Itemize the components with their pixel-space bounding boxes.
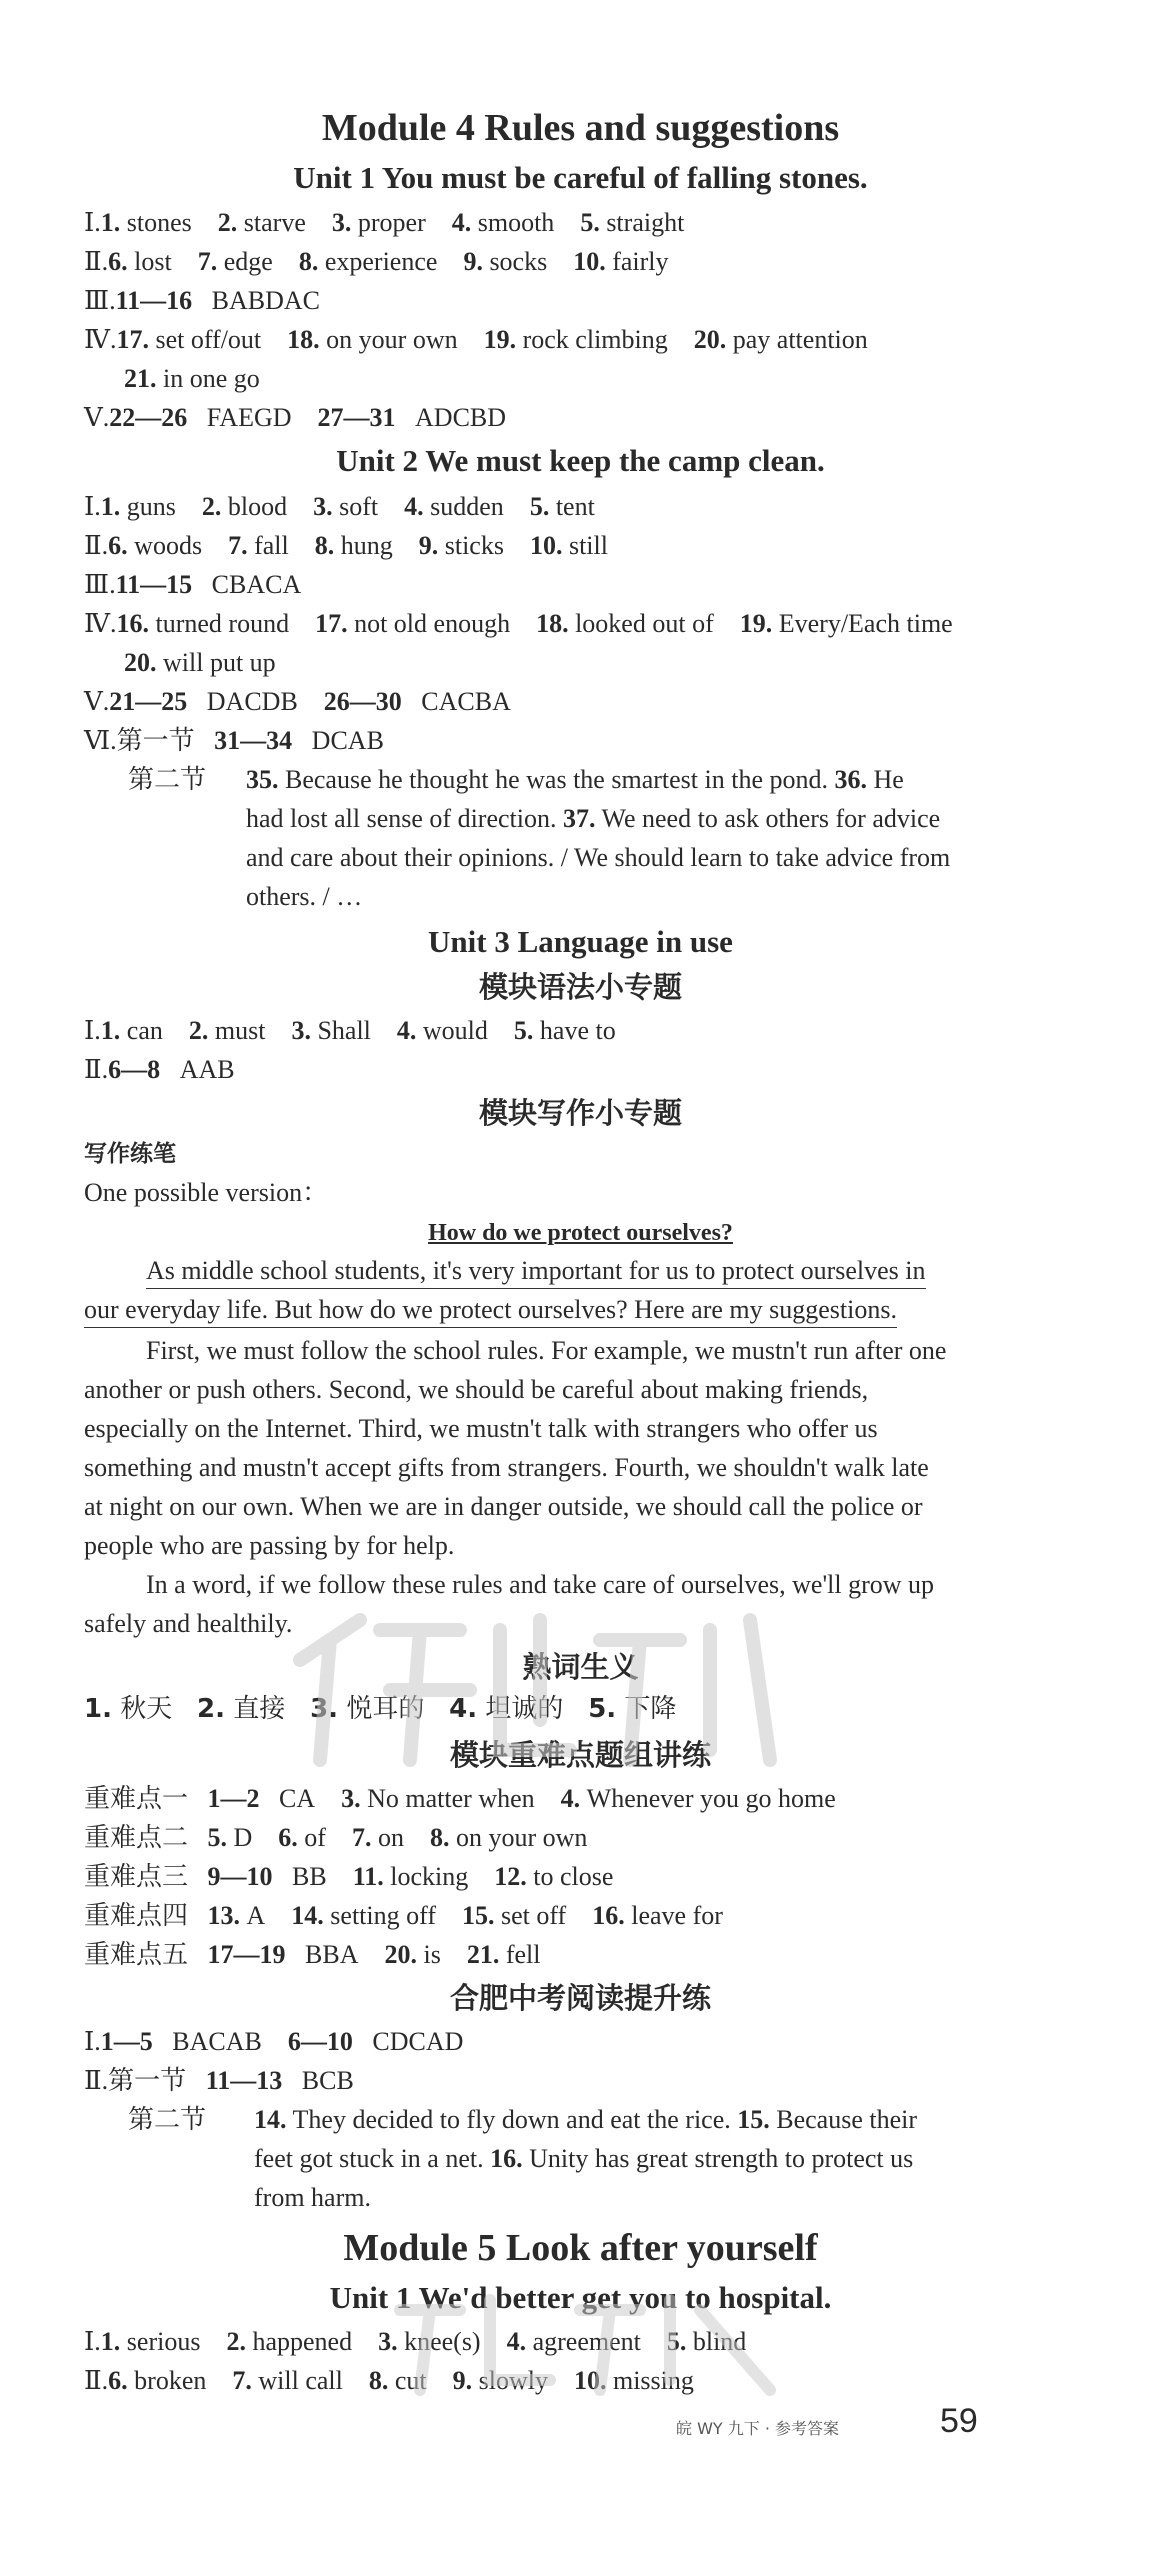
answer: proper (357, 208, 426, 237)
answer: BCB (301, 2066, 354, 2095)
answer: sudden (430, 492, 504, 521)
answer: 直接 (233, 1694, 286, 1724)
question-number: 20. (384, 1940, 417, 1969)
reading-sec2-line-2 (254, 2142, 913, 2176)
u2-row-4b (124, 646, 276, 680)
question-number: 1. (100, 2327, 121, 2356)
answer: must (214, 1016, 266, 1045)
focus-title: 模块重难点题组讲练 (449, 1738, 711, 1772)
u2-row-1 (84, 490, 595, 524)
answer: stones (126, 208, 192, 237)
answer: 下降 (624, 1694, 677, 1724)
essay-line-4: another or push others. Second, we should be careful about making friends, (84, 1375, 869, 1404)
answer: blind (692, 2327, 747, 2356)
answer: socks (489, 247, 548, 276)
focus-label: 重难点四 (84, 1901, 189, 1931)
question-number: 4. (404, 492, 424, 521)
version-label: One possible version： (84, 1178, 329, 1207)
question-number: 20. (693, 325, 727, 354)
question-number: 11—13 (205, 2066, 283, 2095)
reading-section-2-label: 第二节 (128, 2105, 207, 2135)
watermark-strokes-2 (400, 2300, 770, 2390)
essay-line-8: people who are passing by for help. (84, 1531, 455, 1560)
u2-section-2-label: 第二节 (128, 765, 207, 795)
question-number: 14. (254, 2105, 287, 2134)
roman-numeral: Ⅳ. (84, 325, 117, 354)
roman-numeral: Ⅴ. (84, 403, 110, 432)
answer: in one go (163, 364, 260, 393)
question-number: 16. (116, 609, 149, 638)
u2-row-5 (84, 685, 511, 719)
u2-row-2 (84, 529, 608, 563)
answer: rock climbing (522, 325, 668, 354)
question-number: 20. (124, 648, 157, 677)
question-number: 4. (451, 208, 472, 237)
answer: fall (254, 531, 289, 560)
question-number: 4. (560, 1784, 581, 1813)
answer: CBACA (211, 570, 302, 599)
roman-numeral: Ⅵ. (84, 726, 117, 755)
question-number: 10. (573, 2366, 607, 2395)
section-label: 第一节 (108, 2066, 187, 2096)
answer: FAEGD (206, 403, 292, 432)
section-label: 第一节 (116, 726, 195, 756)
question-number: 17. (116, 325, 149, 354)
answer: can (126, 1016, 163, 1045)
vocab-title: 熟词生义 (522, 1650, 639, 1684)
answer: guns (126, 492, 176, 521)
answer: fell (505, 1940, 541, 1969)
roman-numeral: Ⅱ. (84, 247, 109, 276)
answer: Whenever you go home (586, 1784, 836, 1813)
u1-row-1 (84, 206, 684, 240)
answer-text: Unity has great strength to protect us (522, 2144, 914, 2173)
roman-numeral: Ⅱ. (84, 2366, 109, 2395)
answer: soft (339, 492, 379, 521)
question-number: 14. (291, 1901, 324, 1930)
question-number: 8. (298, 247, 319, 276)
question-number: 8. (429, 1823, 450, 1852)
question-number: 26—30 (323, 687, 402, 716)
question-number: 1—2 (207, 1784, 260, 1813)
answer-text: others. / … (246, 882, 363, 911)
answer-text: and care about their opinions. / We should learn to take advice from (246, 843, 951, 872)
answer: CA (279, 1784, 316, 1813)
answer: looked out of (575, 609, 714, 638)
question-number: 12. (494, 1862, 527, 1891)
watermark-graphic (270, 1600, 830, 1770)
answer: edge (223, 247, 273, 276)
answer: on your own (326, 325, 458, 354)
focus-label: 重难点二 (84, 1823, 189, 1853)
module-4-title: Module 4 Rules and suggestions (321, 107, 840, 149)
m5-unit-1-title: Unit 1 We'd better get you to hospital. (329, 2280, 832, 2315)
question-number: 1—5 (100, 2027, 153, 2056)
u1-row-3 (84, 284, 320, 318)
answer: AAB (179, 1055, 235, 1084)
question-number: 2. (197, 1694, 226, 1724)
question-number: 10. (573, 247, 606, 276)
question-number: 16. (490, 2144, 523, 2173)
roman-numeral: Ⅴ. (84, 687, 110, 716)
answer: BBA (305, 1940, 359, 1969)
unit-1-title: Unit 1 You must be careful of falling stones. (293, 160, 868, 195)
question-number: 2. (217, 208, 238, 237)
answer: CDCAD (372, 2027, 464, 2056)
question-number: 22—26 (109, 403, 188, 432)
essay-line-2: our everyday life. But how do we protect ourselves? Here are my suggestions. (84, 1293, 897, 1328)
answer: knee(s) (404, 2327, 481, 2356)
answer-text: We need to ask others for advice (595, 804, 941, 833)
question-number: 7. (351, 1823, 372, 1852)
focus-row-5 (84, 1938, 540, 1972)
answer: A (246, 1901, 266, 1930)
question-number: 35. (246, 765, 279, 794)
focus-row-3 (84, 1860, 613, 1894)
u1-row-4b (124, 362, 260, 396)
question-number: 3. (341, 1784, 361, 1813)
question-number: 9—10 (207, 1862, 273, 1891)
question-number: 7. (197, 247, 218, 276)
answer: missing (612, 2366, 694, 2395)
question-number: 2. (188, 1016, 209, 1045)
focus-label: 重难点一 (84, 1784, 189, 1814)
u1-row-5 (84, 401, 506, 435)
question-number: 4. (396, 1016, 417, 1045)
answer: experience (324, 247, 438, 276)
essay-line-10: safely and healthily. (84, 1609, 293, 1638)
reading-sec2-line-1 (254, 2103, 917, 2137)
answer: set off (500, 1901, 567, 1930)
answer: turned round (155, 609, 290, 638)
answer: still (568, 531, 608, 560)
answer: starve (243, 208, 306, 237)
question-number: 6—10 (287, 2027, 353, 2056)
answer: blood (227, 492, 288, 521)
question-number: 36. (834, 765, 867, 794)
u2-row-4 (84, 607, 953, 641)
roman-numeral: Ⅲ. (84, 570, 116, 599)
answer-text: from harm. (254, 2183, 371, 2212)
answer: DCAB (311, 726, 384, 755)
question-number: 3. (291, 1016, 311, 1045)
answer: hung (340, 531, 393, 560)
answer: Every/Each time (778, 609, 953, 638)
answer: woods (134, 531, 203, 560)
question-number: 10. (529, 531, 563, 560)
answer: smooth (477, 208, 555, 237)
roman-numeral: Ⅰ. (84, 2027, 101, 2056)
focus-row-4 (84, 1899, 723, 1933)
essay-line-6: something and mustn't accept gifts from strangers. Fourth, we shouldn't walk late (84, 1453, 929, 1482)
roman-numeral: Ⅱ. (84, 531, 109, 560)
question-number: 7. (232, 2366, 252, 2395)
question-number: 21. (466, 1940, 500, 1969)
page-footer: 皖 WY 九下 · 参考答案 (676, 2419, 840, 2438)
question-number: 9. (463, 247, 483, 276)
answer: agreement (532, 2327, 641, 2356)
question-number: 5. (513, 1016, 534, 1045)
answer: will call (258, 2366, 343, 2395)
question-number: 21. (124, 364, 157, 393)
page-number: 59 (940, 2402, 978, 2440)
question-number: 19. (739, 609, 773, 638)
u1-row-4 (84, 323, 868, 357)
question-number: 15. (737, 2105, 770, 2134)
answer: BACAB (172, 2027, 262, 2056)
answer: would (422, 1016, 488, 1045)
answer: ADCBD (415, 403, 507, 432)
question-number: 5. (580, 208, 600, 237)
answer: setting off (330, 1901, 436, 1930)
question-number: 3. (331, 208, 352, 237)
essay-line-7: at night on our own. When we are in danger outside, we should call the police or (84, 1492, 923, 1521)
answer: is (423, 1940, 441, 1969)
question-number: 11—16 (115, 286, 193, 315)
answer: No matter when (367, 1784, 535, 1813)
answer: of (304, 1823, 326, 1852)
question-number: 17—19 (207, 1940, 286, 1969)
roman-numeral: Ⅳ. (84, 609, 117, 638)
writing-title: 模块写作小专题 (478, 1096, 682, 1130)
u2-sec2-line-3 (246, 841, 950, 875)
module-5-title: Module 5 Look after yourself (343, 2227, 818, 2269)
question-number: 11—15 (115, 570, 193, 599)
essay-line-3: First, we must follow the school rules. For example, we mustn't run after one (146, 1336, 947, 1365)
answer: fairly (612, 247, 669, 276)
unit-3-title: Unit 3 Language in use (428, 924, 733, 959)
question-number: 21—25 (109, 687, 188, 716)
answer: not old enough (354, 609, 511, 638)
reading-row-2 (84, 2064, 354, 2098)
answer: on (377, 1823, 404, 1852)
u1-row-2 (84, 245, 669, 279)
focus-row-2 (84, 1821, 587, 1855)
answer: locking (390, 1862, 469, 1891)
answer: slowly (478, 2366, 548, 2395)
reading-title: 合肥中考阅读提升练 (449, 1981, 711, 2015)
answer-text: Because their (769, 2105, 918, 2134)
answer-text: They decided to fly down and eat the rice. (286, 2105, 738, 2134)
answer: D (233, 1823, 253, 1852)
answer: on your own (455, 1823, 588, 1852)
u2-row-3 (84, 568, 301, 602)
answer: 秋天 (120, 1694, 173, 1724)
roman-numeral: Ⅱ. (84, 1055, 109, 1084)
question-number: 6. (108, 247, 128, 276)
focus-label: 重难点五 (84, 1940, 189, 1970)
answer-text: had lost all sense of direction. (246, 804, 563, 833)
question-number: 16. (592, 1901, 625, 1930)
essay-title: How do we protect ourselves? (428, 1220, 733, 1246)
u2-sec2-line-1 (246, 763, 904, 797)
answer: 坦诚的 (485, 1694, 564, 1724)
question-number: 27—31 (317, 403, 396, 432)
question-number: 5. (529, 492, 550, 521)
unit-2-title: Unit 2 We must keep the camp clean. (336, 443, 825, 478)
question-number: 37. (562, 804, 596, 833)
question-number: 13. (207, 1901, 241, 1930)
answer: straight (606, 208, 685, 237)
question-number: 5. (588, 1694, 617, 1724)
u2-sec2-line-4 (246, 880, 362, 914)
question-number: 31—34 (214, 726, 293, 755)
roman-numeral: Ⅰ. (84, 492, 101, 521)
reading-row-1 (84, 2025, 463, 2059)
question-number: 1. (84, 1694, 112, 1724)
question-number: 1. (100, 492, 121, 521)
answer: broken (134, 2366, 207, 2395)
question-number: 5. (666, 2327, 687, 2356)
roman-numeral: Ⅰ. (84, 208, 101, 237)
answer-text: He (866, 765, 904, 794)
question-number: 4. (506, 2327, 527, 2356)
roman-numeral: Ⅰ. (84, 2327, 101, 2356)
answer: pay attention (732, 325, 868, 354)
reading-sec2-line-3 (254, 2181, 371, 2215)
question-number: 2. (226, 2327, 246, 2356)
question-number: 19. (483, 325, 517, 354)
essay-line-5: especially on the Internet. Third, we mustn't talk with strangers who offer us (84, 1414, 878, 1443)
essay-line-1: As middle school students, it's very important for us to protect ourselves in (146, 1254, 926, 1289)
question-number: 9. (452, 2366, 473, 2395)
focus-row-1 (84, 1782, 836, 1816)
question-number: 4. (449, 1694, 478, 1724)
roman-numeral: Ⅰ. (84, 1016, 101, 1045)
question-number: 18. (536, 609, 569, 638)
question-number: 6—8 (108, 1055, 161, 1084)
answer: 悦耳的 (346, 1694, 425, 1724)
answer: happened (252, 2327, 353, 2356)
question-number: 3. (378, 2327, 398, 2356)
answer: have to (539, 1016, 616, 1045)
answer: leave for (631, 1901, 723, 1930)
answer: cut (394, 2366, 427, 2395)
roman-numeral: Ⅱ. (84, 2066, 109, 2095)
watermark-graphic-2 (380, 2280, 800, 2400)
question-number: 1. (100, 1016, 121, 1045)
answer: DACDB (206, 687, 298, 716)
answer: BABDAC (211, 286, 321, 315)
writing-practice-label: 写作练笔 (84, 1141, 176, 1167)
u3-row-2 (84, 1053, 235, 1087)
answer: set off/out (155, 325, 262, 354)
question-number: 1. (100, 208, 121, 237)
question-number: 8. (314, 531, 335, 560)
answer: serious (126, 2327, 201, 2356)
focus-label: 重难点三 (84, 1862, 189, 1892)
question-number: 3. (313, 492, 333, 521)
question-number: 18. (287, 325, 320, 354)
question-number: 3. (310, 1694, 339, 1724)
u2-row-6 (84, 724, 384, 758)
question-number: 11. (352, 1862, 384, 1891)
answer: will put up (163, 648, 276, 677)
answer: tent (555, 492, 595, 521)
answer: BB (292, 1862, 327, 1891)
question-number: 15. (461, 1901, 495, 1930)
roman-numeral: Ⅲ. (84, 286, 116, 315)
u3-row-1 (84, 1014, 616, 1048)
question-number: 6. (108, 531, 128, 560)
u2-sec2-line-2 (246, 802, 940, 836)
answer-text: Because he thought he was the smartest in the pond. (278, 765, 835, 794)
answer-text: feet got stuck in a net. (254, 2144, 491, 2173)
essay-line-9: In a word, if we follow these rules and take care of ourselves, we'll grow up (146, 1570, 935, 1599)
question-number: 8. (368, 2366, 389, 2395)
question-number: 6. (278, 1823, 298, 1852)
watermark-strokes (300, 1620, 770, 1760)
grammar-title: 模块语法小专题 (478, 970, 682, 1004)
question-number: 7. (228, 531, 248, 560)
question-number: 6. (108, 2366, 128, 2395)
answer: Shall (317, 1016, 371, 1045)
question-number: 5. (207, 1823, 228, 1852)
question-number: 17. (315, 609, 348, 638)
question-number: 9. (418, 531, 439, 560)
answer: sticks (444, 531, 504, 560)
answer: CACBA (421, 687, 511, 716)
answer: to close (533, 1862, 614, 1891)
question-number: 2. (201, 492, 222, 521)
answer: lost (134, 247, 172, 276)
